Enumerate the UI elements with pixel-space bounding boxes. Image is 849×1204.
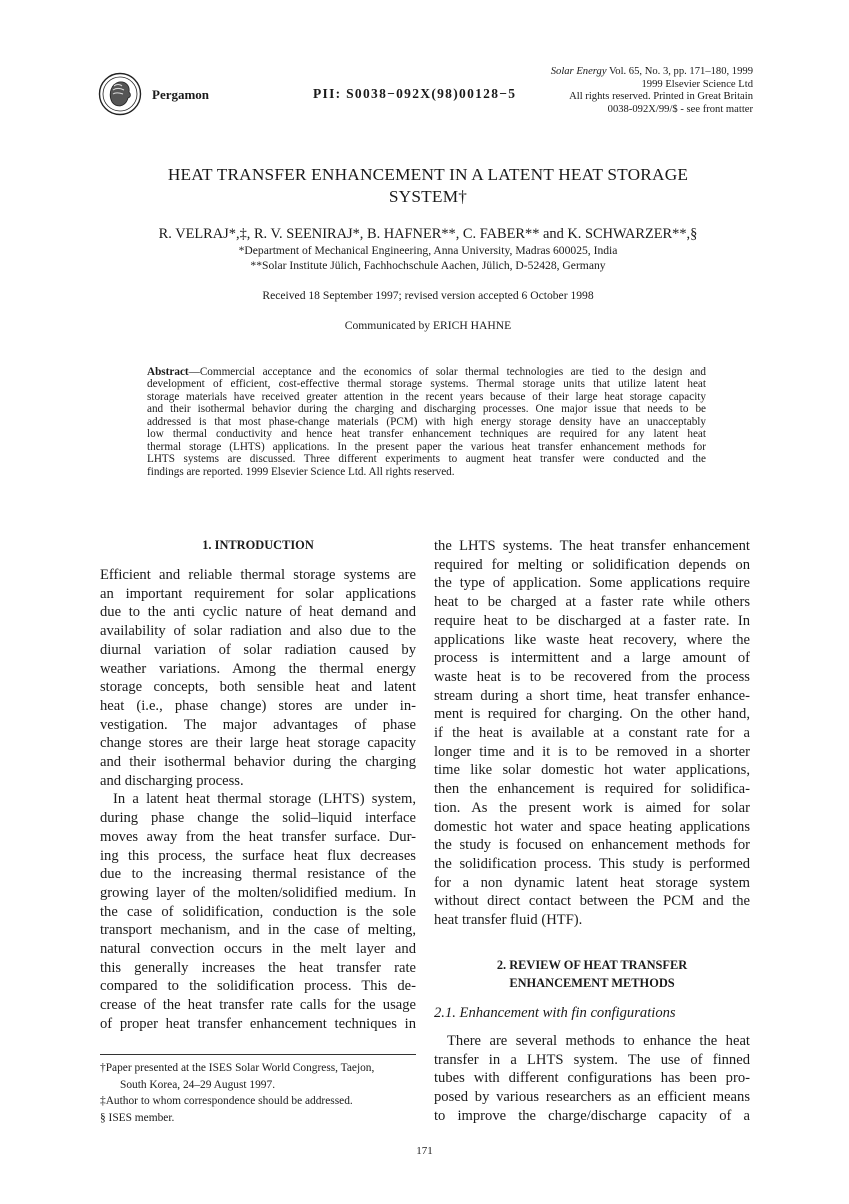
text-line: and their isothermal behavior during the charging and discharging processes. One major issue that needs to be xyxy=(147,403,706,416)
text-line: then the enhancement is required for solidifica- xyxy=(434,781,750,798)
text-line: an important requirement for solar applications xyxy=(100,585,416,602)
footnote-divider xyxy=(100,1054,416,1055)
affiliation: *Department of Mechanical Engineering, Anna University, Madras 600025, India xyxy=(238,244,618,257)
text-line: heat (i.e., phase change) stores are under in- xyxy=(100,697,416,714)
text-line: due to the anti cyclic nature of heat demand and xyxy=(100,604,416,621)
text-line: There are several methods to enhance the heat xyxy=(447,1033,750,1049)
text-line: LHTS systems are discussed. Three different experiments to augment heat transfer were conducted and the xyxy=(147,453,706,466)
text-line: required for melting or solidification depends on xyxy=(434,556,750,573)
heading-line: ENHANCEMENT METHODS xyxy=(509,976,675,990)
pii-identifier: PII: S0038−092X(98)00128−5 xyxy=(313,86,517,101)
footnote: § ISES member. xyxy=(100,1111,175,1124)
paragraph xyxy=(434,537,750,930)
text-line: heat transfer fluid (HTF). xyxy=(434,912,583,929)
rights: All rights reserved. Printed in Great Britain xyxy=(569,91,753,103)
text-line: transfer in a LHTS system. The use of finned xyxy=(434,1051,750,1068)
subsection-heading: 2.1. Enhancement with fin configurations xyxy=(434,1005,676,1021)
text-line: during phase change the solid–liquid interface xyxy=(100,810,416,827)
right-column-continued xyxy=(434,1032,750,1126)
text-line: low thermal conductivity and hence heat transfer enhancement techniques are required for any latent heat xyxy=(147,428,706,441)
text-line: the study is focused on enhancement methods for xyxy=(434,837,750,854)
text-line: the solidification process. This study is performed xyxy=(434,855,750,872)
text-line: tion. As the present work is aimed for solar xyxy=(434,799,750,816)
text-line: thermal storage (LHTS) applications. In the present paper the various heat transfer enhancement methods for xyxy=(147,440,706,453)
paragraph xyxy=(434,1032,750,1126)
journal-citation: Vol. 65, No. 3, pp. 171–180, 1999 xyxy=(606,66,753,77)
text-line: and their isothermal behavior during the charging xyxy=(100,754,416,771)
text-line: waste heat is to be recovered from the process xyxy=(434,668,750,685)
text-line: for a non dynamic latent heat storage system xyxy=(434,874,750,891)
text-line: diurnal variation of solar radiation caused by xyxy=(100,641,416,658)
left-column xyxy=(100,566,416,1034)
footnote: South Korea, 24–29 August 1997. xyxy=(120,1078,276,1091)
journal-info xyxy=(551,66,753,117)
text-line: heat to be charged at a faster rate while others xyxy=(434,594,750,611)
text-line: process is intermittent and a large amount of xyxy=(434,650,750,667)
text-line: availability of solar radiation and also due to the xyxy=(100,623,416,640)
text-line: weather variations. Among the thermal energy xyxy=(100,660,416,677)
publisher-name: Pergamon xyxy=(152,87,210,102)
abstract-line: —Commercial acceptance and the economics of solar thermal technologies are tied to the design and xyxy=(188,366,706,378)
text-line: the type of application. Some applications require xyxy=(434,575,750,592)
text-line: addressed is that most phase-change materials (PCM) with high energy storage density have an unacceptably xyxy=(147,415,706,428)
issn: 0038-092X/99/$ - see front matter xyxy=(607,104,753,116)
page-number: 171 xyxy=(416,1145,433,1157)
footnote: †Paper presented at the ISES Solar World Congress, Taejon, xyxy=(100,1062,375,1074)
footnote: ‡Author to whom correspondence should be addressed. xyxy=(100,1095,353,1107)
abstract xyxy=(147,366,706,478)
text-line: due to the increasing thermal resistance of the xyxy=(100,866,416,883)
text-line: natural convection occurs in the melt layer and xyxy=(100,941,416,958)
paragraph xyxy=(147,378,706,478)
authors: R. VELRAJ*,‡, R. V. SEENIRAJ*, B. HAFNER**, C. FABER** and K. SCHWARZER**,§ xyxy=(158,226,698,242)
text-line: change stores are their large heat storage capacity xyxy=(100,735,416,752)
text-line: applications like waste heat recovery, where the xyxy=(434,631,750,648)
paper-title xyxy=(100,164,756,208)
received-date: Received 18 September 1997; revised version accepted 6 October 1998 xyxy=(262,289,594,302)
text-line: if the heat is available at a constant rate for a xyxy=(434,725,750,742)
title-line: SYSTEM† xyxy=(388,187,468,206)
text-line: Efficient and reliable thermal storage systems are xyxy=(100,567,416,583)
copyright: 1999 Elsevier Science Ltd xyxy=(641,78,753,90)
text-line: storage concepts, both sensible heat and latent xyxy=(100,679,416,696)
text-line: compared to the solidification process. This de- xyxy=(100,978,416,995)
section-heading xyxy=(434,956,750,992)
text-line: time like solar domestic hot water applications, xyxy=(434,762,750,779)
journal-name: Solar Energy xyxy=(550,66,607,77)
text-line: without direct contact between the PCM and the xyxy=(434,893,750,910)
text-line: longer time and it is to be removed in a shorter xyxy=(434,743,750,760)
text-line: stream during a short time, heat transfer enhance- xyxy=(434,687,750,704)
abstract-label: Abstract xyxy=(147,366,189,378)
text-line: storage materials have received greater attention in the recent years because of their large heat storage capacity xyxy=(147,390,706,403)
text-line: posed by various researchers as an efficient means xyxy=(434,1089,750,1106)
text-line: ing this process, the surface heat flux decreases xyxy=(100,847,416,864)
paragraph xyxy=(100,566,416,790)
text-line: to improve the charge/discharge capacity of a xyxy=(434,1107,750,1124)
section-heading: 1. INTRODUCTION xyxy=(202,538,314,552)
text-line: of proper heat transfer enhancement techniques in xyxy=(100,1015,416,1032)
text-line: In a latent heat thermal storage (LHTS) system, xyxy=(113,791,416,808)
title-line: HEAT TRANSFER ENHANCEMENT IN A LATENT HEAT STORAGE xyxy=(167,165,689,184)
text-line: require heat to be discharged at a faster rate. In xyxy=(434,612,750,629)
text-line: the case of solidification, conduction is the sole xyxy=(100,903,416,920)
text-line: the LHTS systems. The heat transfer enhancement xyxy=(434,538,750,554)
communicated-by: Communicated by ERICH HAHNE xyxy=(344,319,512,332)
text-line: and discharging process. xyxy=(100,772,244,789)
text-line: moves away from the heat transfer surface. Dur- xyxy=(100,828,416,845)
text-line: domestic hot water and space heating applications xyxy=(434,818,750,835)
text-line: this generally increases the heat transfer rate xyxy=(100,959,416,976)
right-column xyxy=(434,537,750,930)
affiliation: **Solar Institute Jülich, Fachhochschule Aachen, Jülich, D-52428, Germany xyxy=(250,259,606,272)
text-line: vestigation. The major advantages of phase xyxy=(100,716,416,733)
text-line: crease of the heat transfer rate calls for the usage xyxy=(100,997,416,1014)
pergamon-logo xyxy=(98,72,142,116)
paragraph xyxy=(100,790,416,1033)
text-line: tubes with different configurations has been pro- xyxy=(434,1070,750,1087)
heading-line: 2. REVIEW OF HEAT TRANSFER xyxy=(496,958,688,972)
text-line: ment is required for charging. On the other hand, xyxy=(434,706,750,723)
text-line: transport mechanism, and in the case of melting, xyxy=(100,922,416,939)
text-line: findings are reported. 1999 Elsevier Science Ltd. All rights reserved. xyxy=(147,465,455,478)
text-line: development of efficient, cost-effective thermal storage systems. Thermal storage units that utilize latent heat xyxy=(147,378,706,391)
footnotes xyxy=(100,1060,416,1126)
text-line: growing layer of the molten/solidified medium. In xyxy=(100,884,416,901)
